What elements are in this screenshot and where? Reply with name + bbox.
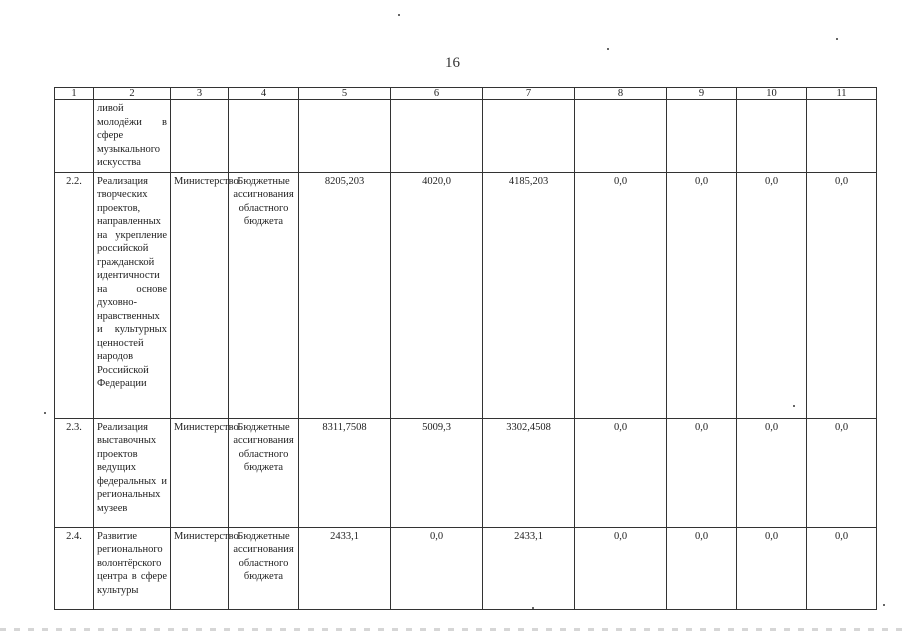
value-cell: 0,0 (575, 172, 667, 418)
column-header: 1 (55, 88, 94, 100)
value-cell (483, 100, 575, 173)
item-name: Реализация творческих проектов, направленных на укрепление российской гражданской идентичности на основе духовно-нравственных и культурных ценностей народов Российской Федерации (94, 172, 171, 418)
item-source: Бюджетные ассигнования областного бюджета (229, 172, 299, 418)
scan-speck (398, 14, 400, 16)
value-cell: 0,0 (737, 527, 807, 609)
item-source: Бюджетные ассигнования областного бюджета (229, 527, 299, 609)
value-cell: 0,0 (667, 527, 737, 609)
value-cell (575, 100, 667, 173)
item-executor (171, 100, 229, 173)
column-header: 6 (391, 88, 483, 100)
value-cell: 8311,7508 (299, 418, 391, 527)
table-row (55, 172, 877, 418)
scan-speck (44, 412, 46, 414)
scan-speck (532, 607, 534, 609)
item-executor: Министерство (171, 527, 229, 609)
value-cell: 0,0 (667, 172, 737, 418)
item-name: Реализация выставочных проектов ведущих федеральных и региональных музеев (94, 418, 171, 527)
value-cell: 0,0 (807, 527, 877, 609)
scan-edge-noise (0, 628, 905, 631)
item-number (55, 100, 94, 173)
table-row (55, 418, 877, 527)
value-cell: 0,0 (737, 172, 807, 418)
column-header: 10 (737, 88, 807, 100)
table-row (55, 100, 877, 173)
column-header: 2 (94, 88, 171, 100)
value-cell (807, 100, 877, 173)
column-header: 3 (171, 88, 229, 100)
column-header: 9 (667, 88, 737, 100)
value-cell: 0,0 (667, 418, 737, 527)
scan-speck (883, 604, 885, 606)
scan-speck (836, 38, 838, 40)
value-cell: 0,0 (807, 418, 877, 527)
value-cell: 4020,0 (391, 172, 483, 418)
scan-speck (607, 48, 609, 50)
value-cell (667, 100, 737, 173)
item-number: 2.4. (55, 527, 94, 609)
column-header: 11 (807, 88, 877, 100)
item-executor: Министерство (171, 418, 229, 527)
item-name: Развитие регионального волонтёрского центра в сфере культуры (94, 527, 171, 609)
column-header: 5 (299, 88, 391, 100)
value-cell: 2433,1 (483, 527, 575, 609)
scan-speck (793, 405, 795, 407)
value-cell: 8205,203 (299, 172, 391, 418)
value-cell: 0,0 (575, 418, 667, 527)
value-cell: 0,0 (391, 527, 483, 609)
value-cell: 2433,1 (299, 527, 391, 609)
column-header: 4 (229, 88, 299, 100)
item-number: 2.3. (55, 418, 94, 527)
budget-table (54, 87, 877, 610)
item-source: Бюджетные ассигнования областного бюджета (229, 418, 299, 527)
item-name: ливой молодёжи в сфере музыкального искусства (94, 100, 171, 173)
column-header: 8 (575, 88, 667, 100)
value-cell: 4185,203 (483, 172, 575, 418)
value-cell: 0,0 (737, 418, 807, 527)
value-cell (299, 100, 391, 173)
item-number: 2.2. (55, 172, 94, 418)
value-cell: 0,0 (575, 527, 667, 609)
item-source (229, 100, 299, 173)
value-cell (737, 100, 807, 173)
value-cell: 5009,3 (391, 418, 483, 527)
item-executor: Министерство (171, 172, 229, 418)
value-cell: 0,0 (807, 172, 877, 418)
value-cell: 3302,4508 (483, 418, 575, 527)
value-cell (391, 100, 483, 173)
table-row (55, 527, 877, 609)
header-row (55, 88, 877, 100)
column-header: 7 (483, 88, 575, 100)
page-number: 16 (445, 55, 460, 71)
